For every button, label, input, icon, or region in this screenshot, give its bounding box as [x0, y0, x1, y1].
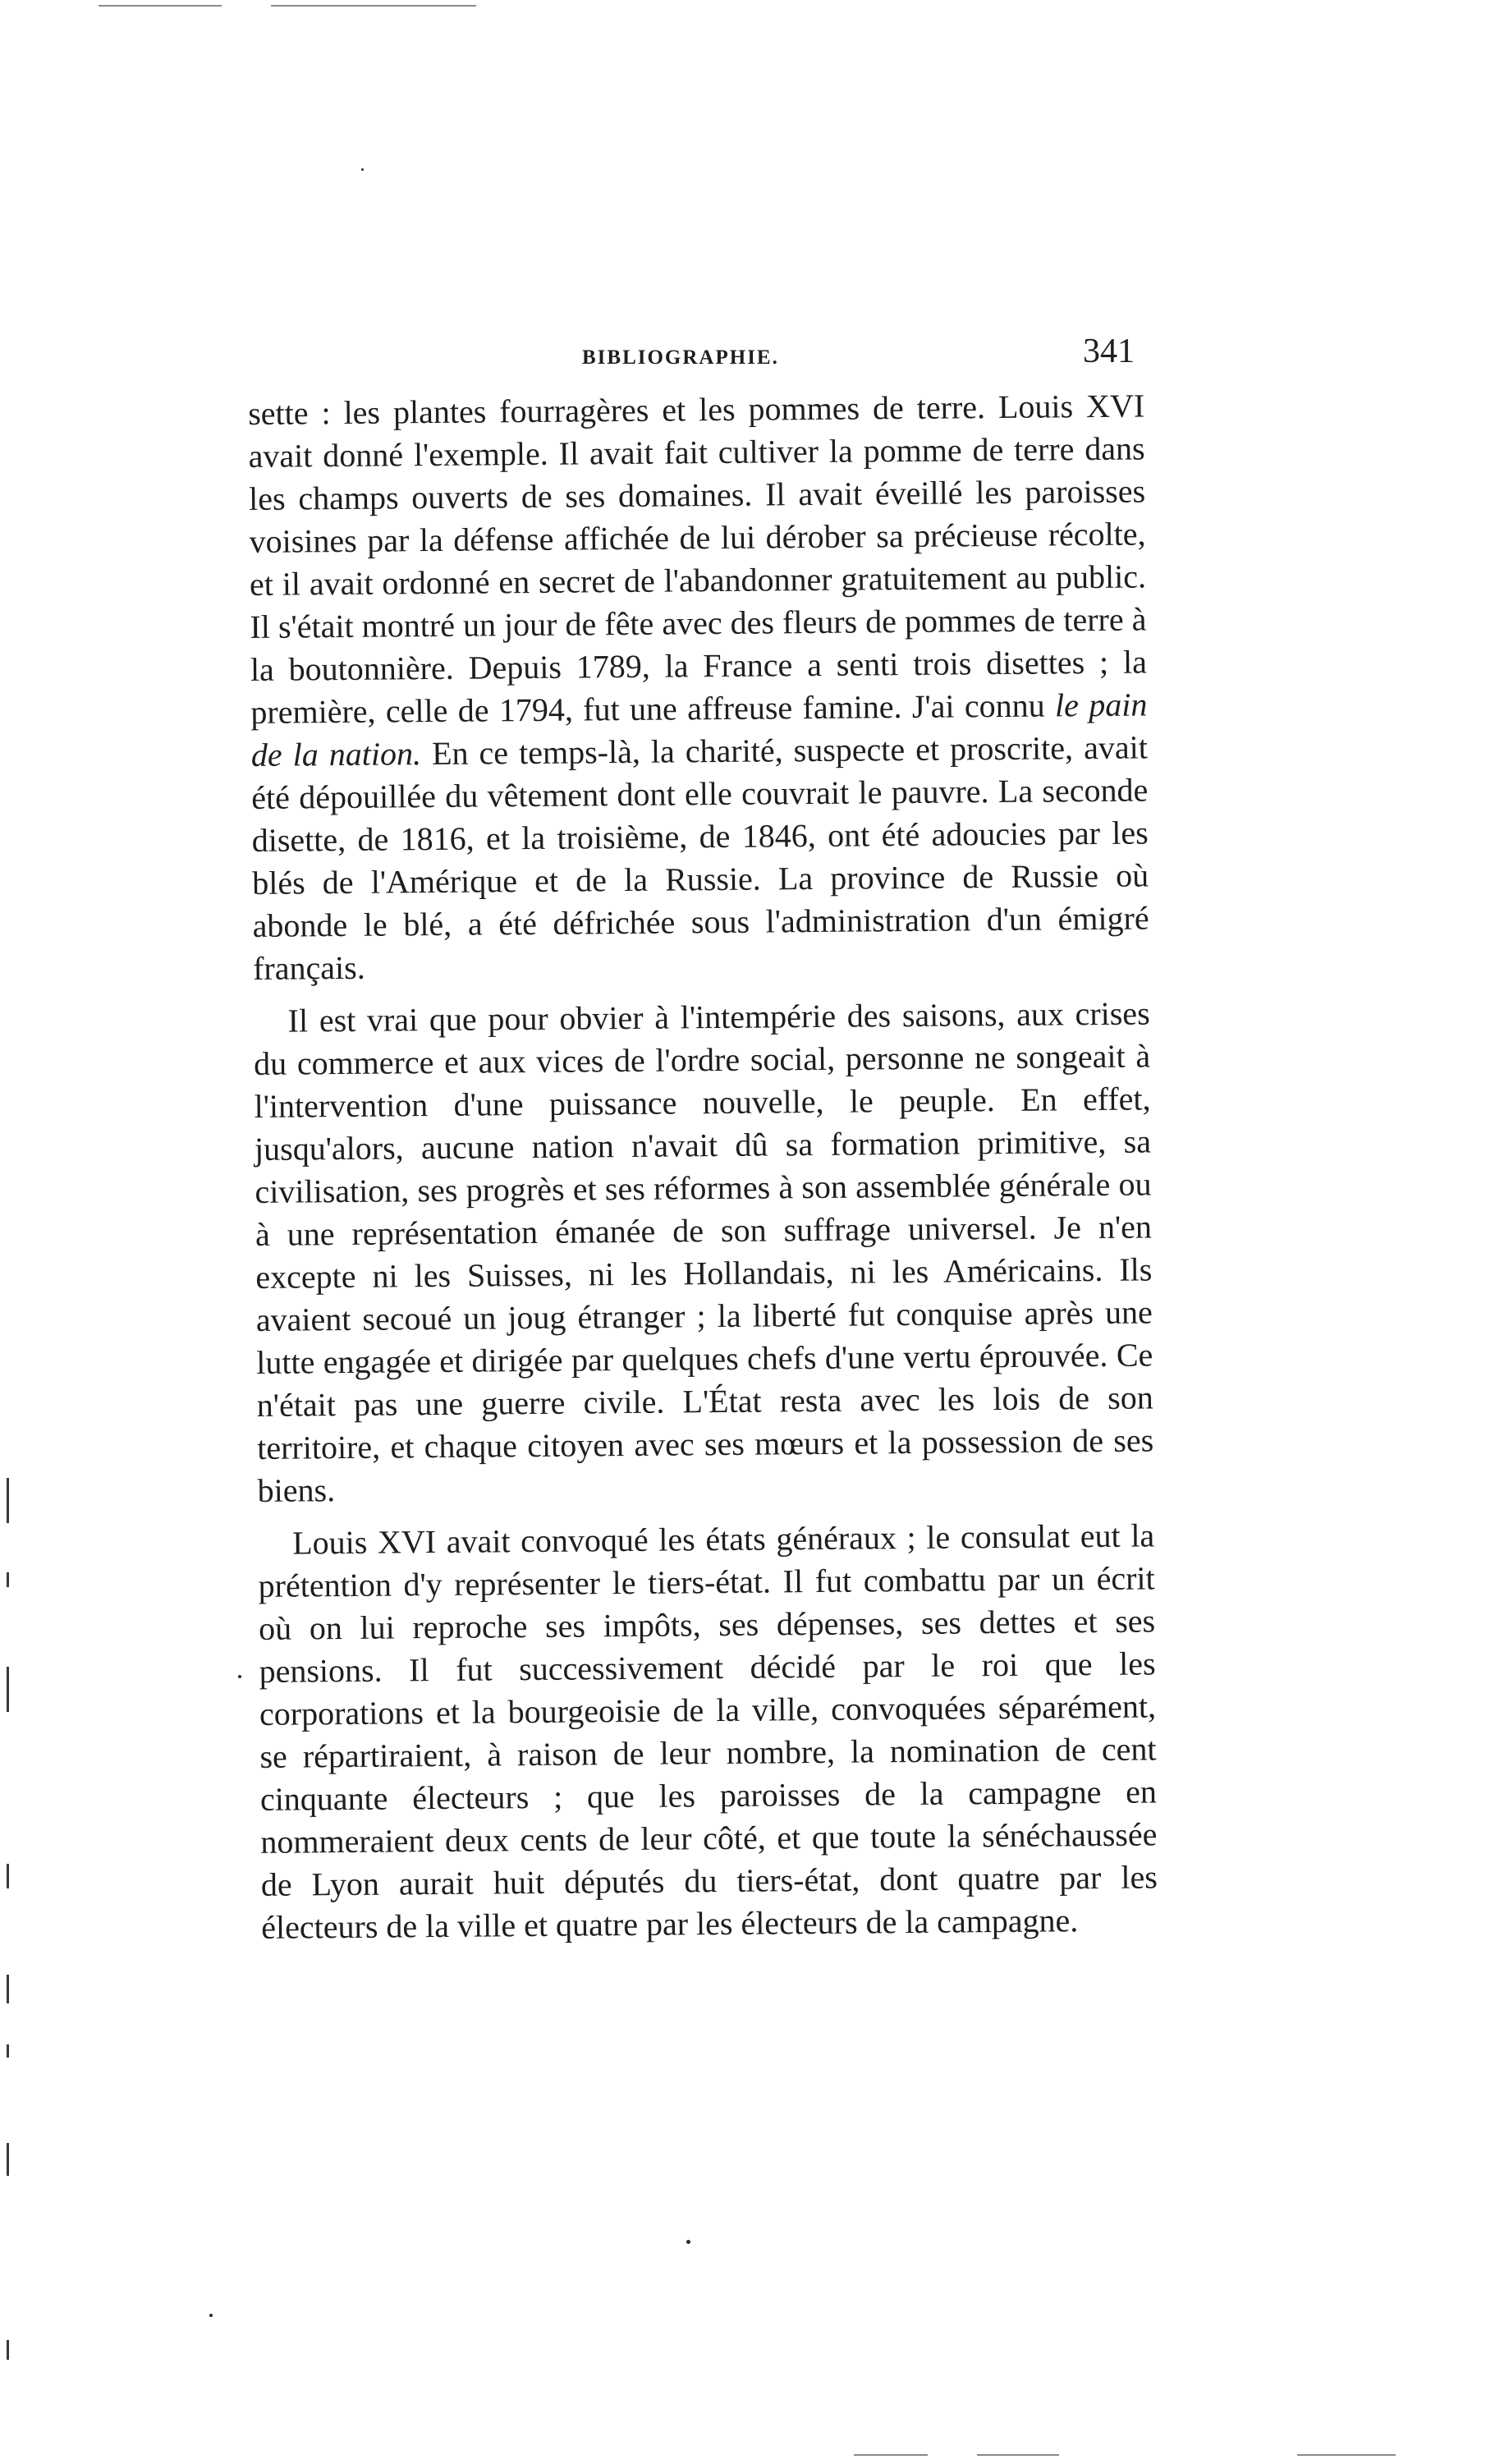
scan-edge-line — [353, 5, 476, 7]
page-header — [248, 332, 1167, 381]
scan-edge-line — [99, 5, 222, 7]
running-head: BIBLIOGRAPHIE. — [582, 346, 779, 369]
margin-mark — [7, 2143, 9, 2176]
margin-mark — [7, 1478, 9, 1523]
paragraph-1-text-end: En ce temps-là, la charité, suspecte et proscrite, avait été dépouillée du vêtement dont elle couvrait le pauvre. La seconde disette, de 1816, et la troisième, de 1846, ont été adoucies par les blés de l'Amérique et de la Russie. La province de Russie où abonde le blé, a été défrichée sous l'administration d'un émigré français. — [251, 728, 1149, 987]
paragraph-1-text-start: sette : les plantes fourragères et les pommes de terre. Louis XVI avait donné l'exemple. Il avait fait cultiver la pomme de terre dans les champs ouverts de ses domaines. Il avait éveillé les paroisses voisines par la défense affichée de lui dérober sa précieuse récolte, et il avait ordonné en secret de l'abandonner gratuitement au public. Il s'était montré un jour de fête avec des fleurs de pommes de terre à la boutonnière. Depuis 1789, la France a senti trois disettes ; la première, celle de 1794, fut une affreuse famine. J'ai connu — [248, 387, 1148, 731]
ink-speck — [209, 2314, 213, 2317]
ink-speck — [361, 168, 364, 171]
margin-mark — [7, 1864, 9, 1888]
body-text — [248, 384, 1158, 1958]
emphasized-phrase: le pain de la nation. — [250, 686, 1148, 773]
margin-mark — [7, 1975, 9, 2003]
ink-speck — [238, 1675, 241, 1678]
margin-mark — [7, 2340, 9, 2360]
scan-edge-line — [977, 2454, 1059, 2456]
scan-edge-line — [854, 2454, 928, 2456]
paragraph-2: Il est vrai que pour obvier à l'intempérie des saisons, aux crises du commerce et aux vices de l'ordre social, personne ne songeait à l'intervention d'une puissance nouvelle, le peuple. En effet, jusqu'alors, aucune nation n'avait dû sa formation primitive, sa civilisation, ses progrès et ses réformes à son assemblée générale ou à une représentation émanée de son suffrage universel. Je n'en excepte ni les Suisses, ni les Hollandais, ni les Américains. Ils avaient secoué un joug étranger ; la liberté fut conquise après une lutte engagée et dirigée par quelques chefs d'une vertu éprouvée. Ce n'était pas une guerre civile. L'État resta avec les lois de son territoire, et chaque citoyen avec ses mœurs et la possession de ses biens. — [253, 994, 1154, 1509]
margin-mark — [7, 1667, 9, 1712]
margin-mark — [7, 2044, 9, 2058]
margin-mark — [7, 1572, 9, 1587]
ink-speck — [686, 2240, 690, 2244]
scan-edge-line — [1297, 2454, 1396, 2456]
paragraph-1 — [248, 384, 1149, 990]
paragraph-3: Louis XVI avait convoqué les états généraux ; le consulat eut la prétention d'y représenter le tiers-état. Il fut combattu par un écrit où on lui reproche ses impôts, ses dépenses, ses dettes et ses pensions. Il fut successivement décidé par le roi que les corporations et la bourgeoisie de la ville, convoquées séparément, se répartiraient, à raison de leur nombre, la nomination de cent cinquante électeurs ; que les paroisses de la campagne en nommeraient deux cents de leur côté, et que toute la sénéchaussée de Lyon aurait huit députés du tiers-état, dont quatre par les électeurs de la ville et quatre par les électeurs de la campagne. — [258, 1516, 1158, 1946]
page-number: 341 — [1083, 333, 1135, 370]
